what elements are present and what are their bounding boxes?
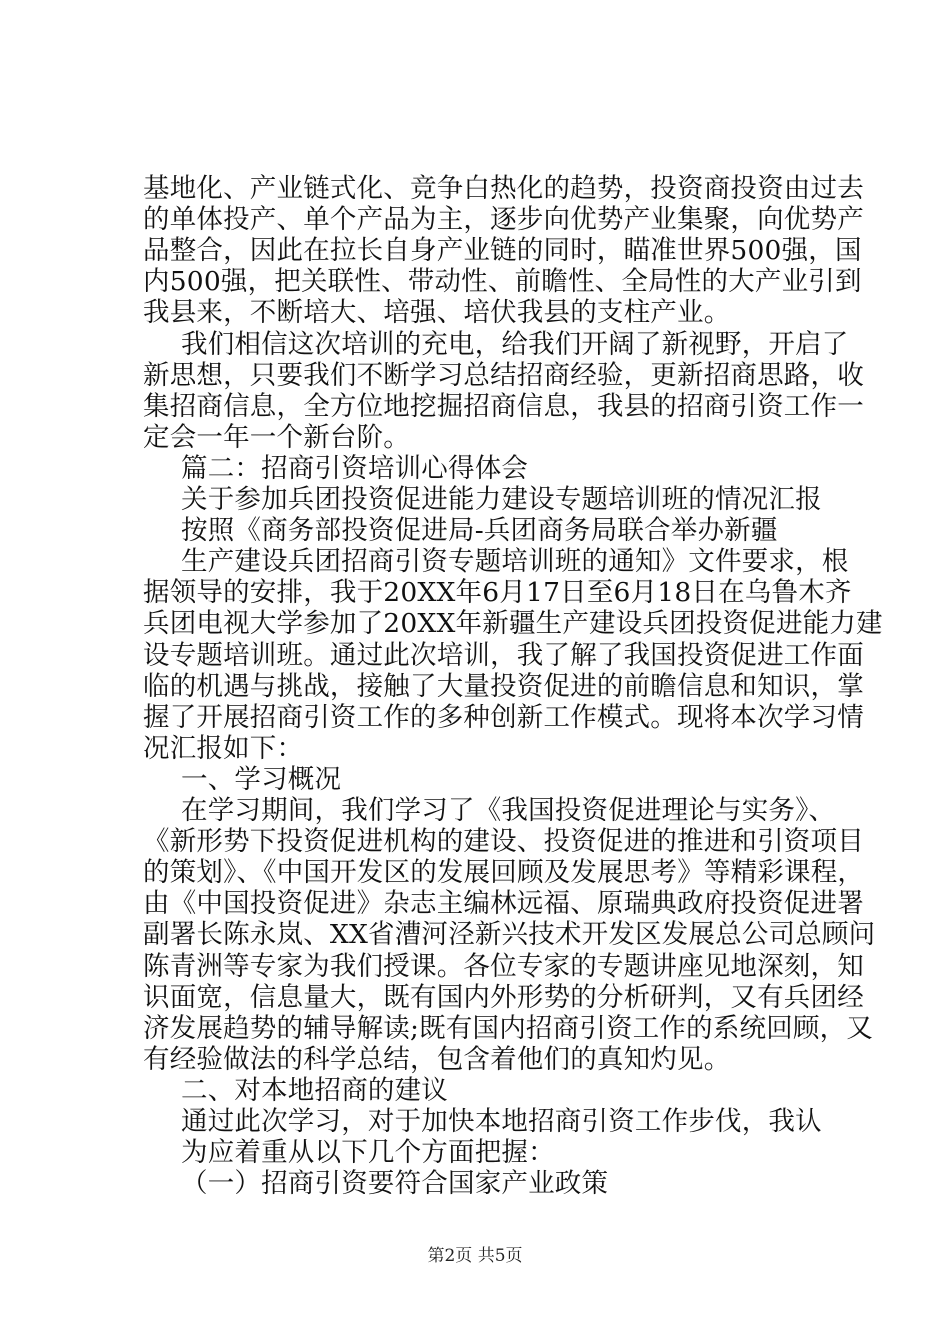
- paragraph-line: 内500强，把关联性、带动性、前瞻性、全局性的大产业引到: [143, 266, 862, 298]
- paragraph-line: 况汇报如下：: [143, 732, 304, 764]
- report-title: 关于参加兵团投资促进能力建设专题培训班的情况汇报: [181, 484, 822, 515]
- paragraph-line: 《新形势下投资促进机构的建设、投资促进的推进和引资项目: [143, 826, 864, 858]
- paragraph-line: 兵团电视大学参加了20XX年新疆生产建设兵团投资促进能力建: [143, 608, 883, 640]
- paragraph-line: 按照《商务部投资促进局-兵团商务局联合举办新疆: [181, 515, 778, 547]
- paragraph-line: 品整合，因此在拉长自身产业链的同时，瞄准世界500强，国: [143, 235, 862, 267]
- paragraph-line: 集招商信息，全方位地挖掘招商信息，我县的招商引资工作一: [143, 390, 864, 422]
- paragraph-line: 由《中国投资促进》杂志主编林远福、原瑞典政府投资促进署: [143, 888, 864, 920]
- section-heading: 一、学习概况: [181, 763, 342, 795]
- paragraph-line: 握了开展招商引资工作的多种创新工作模式。现将本次学习情: [143, 701, 864, 733]
- paragraph-line: 据领导的安排，我于20XX年6月17日至6月18日在乌鲁木齐: [143, 577, 852, 609]
- paragraph-line: 济发展趋势的辅导解读;既有国内招商引资工作的系统回顾，又: [143, 1012, 874, 1044]
- paragraph-line: 陈青洲等专家为我们授课。各位专家的专题讲座见地深刻，知: [143, 950, 864, 982]
- paragraph-line: 我们相信这次培训的充电，给我们开阔了新视野，开启了: [181, 328, 849, 360]
- paragraph-line: 有经验做法的科学总结，包含着他们的真知灼见。: [143, 1043, 731, 1075]
- paragraph-line: 基地化、产业链式化、竞争白热化的趋势，投资商投资由过去: [143, 173, 864, 204]
- paragraph-line: 在学习期间，我们学习了《我国投资促进理论与实务》、: [181, 795, 836, 826]
- paragraph-line: 定会一年一个新台阶。: [143, 421, 410, 453]
- paragraph-line: （一）招商引资要符合国家产业政策: [181, 1168, 609, 1200]
- section-heading: 篇二：招商引资培训心得体会: [181, 452, 529, 484]
- paragraph-line: 临的机遇与挑战，接触了大量投资促进的前瞻信息和知识，掌: [143, 670, 864, 702]
- page-footer: 第2页 共5页: [427, 1246, 523, 1266]
- paragraph-line: 的策划》、《中国开发区的发展回顾及发展思考》等精彩课程，: [143, 857, 865, 889]
- paragraph-line: 生产建设兵团招商引资专题培训班的通知》文件要求，根: [181, 546, 849, 578]
- paragraph-line: 为应着重从以下几个方面把握：: [181, 1137, 555, 1169]
- paragraph-line: 我县来，不断培大、培强、培伏我县的支柱产业。: [143, 297, 731, 329]
- paragraph-line: 副署长陈永岚、XX省漕河泾新兴技术开发区发展总公司总顾问: [143, 919, 876, 951]
- paragraph-line: 新思想，只要我们不断学习总结招商经验，更新招商思路，收: [143, 359, 864, 391]
- paragraph-line: 识面宽，信息量大，既有国内外形势的分析研判，又有兵团经: [143, 981, 864, 1013]
- paragraph-line: 通过此次学习，对于加快本地招商引资工作步伐，我认: [181, 1106, 822, 1137]
- paragraph-line: 的单体投产、单个产品为主，逐步向优势产业集聚，向优势产: [143, 204, 864, 236]
- paragraph-line: 设专题培训班。通过此次培训，我了解了我国投资促进工作面: [143, 639, 864, 671]
- section-heading: 二、对本地招商的建议: [181, 1074, 448, 1106]
